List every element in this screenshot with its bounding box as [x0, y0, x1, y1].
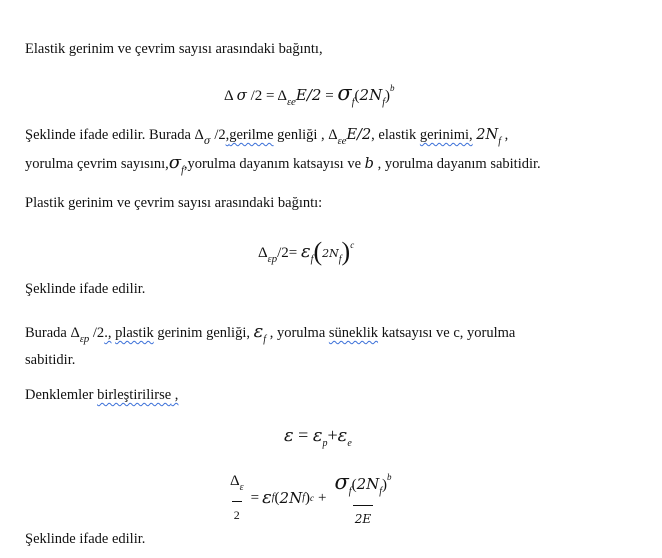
text-denklemler: Denklemler: [25, 387, 94, 403]
l3-comma-2: ,: [371, 127, 375, 143]
text-sabitidir: sabitidir.: [25, 352, 76, 368]
eq4-lhs-fraction: [228, 470, 246, 526]
eq2-close-paren: ): [341, 237, 351, 266]
eq1-equals-1: =: [266, 88, 275, 104]
eq2-sub-p: p: [271, 253, 278, 265]
equation-plastic: [258, 234, 354, 271]
l4-sigma: σ: [168, 152, 182, 173]
eq4-sub-f3: f: [348, 486, 352, 497]
equation-total-strain: [284, 424, 352, 455]
eq2-half: /2: [277, 245, 289, 261]
eq1-eps: ε: [287, 97, 292, 108]
eq1-close-paren: ): [385, 88, 390, 104]
l3-delta: Δ: [194, 127, 204, 143]
paragraph-elastic-definition: [25, 126, 508, 151]
paragraph-cycle-definition: [25, 154, 541, 180]
l3-delta-2: Δ: [328, 127, 338, 143]
eq1-2N: 2N: [359, 86, 383, 104]
text-burada: Burada: [25, 325, 67, 341]
eq2-sub-f2: f: [338, 254, 342, 265]
l8-delta: Δ: [70, 325, 80, 341]
equation-elastic: [224, 77, 395, 114]
eq4-close-paren: ): [304, 490, 310, 506]
eq1-sub-e: e: [291, 96, 296, 108]
l8-sub-f: f: [263, 334, 267, 345]
l3-E-half: E/2: [346, 127, 372, 143]
text-suneklik: süneklik: [328, 325, 379, 341]
eq3-eps-p: ε: [312, 425, 323, 446]
eq4-close-paren-2: ): [382, 477, 388, 493]
l4-comma: ,: [183, 156, 188, 172]
l3-comma-3: ,: [504, 127, 509, 143]
l3-comma: ,: [225, 127, 230, 143]
eq1-E-half: E/2: [295, 86, 322, 104]
eq2-delta: Δ: [258, 245, 268, 261]
eq3-sub-p: p: [322, 438, 328, 449]
eq3-eps: ε: [284, 425, 294, 446]
paragraph-combine: [25, 386, 178, 404]
l10-comma: ,: [171, 387, 179, 403]
text-plastic-intro: Plastik gerinim ve çevrim sayısı arasındaki bağıntı:: [25, 195, 323, 211]
eq1-sub-f2: f: [382, 97, 385, 108]
text-l4-a: yorulma çevrim sayısını,: [25, 156, 169, 172]
text-l3-a: Şeklinde ifade edilir. Burada: [25, 127, 191, 143]
l3-sub-f: f: [498, 136, 501, 147]
l3-2N: 2N: [476, 127, 499, 143]
eq4-plus: +: [317, 490, 327, 506]
text-l8-f: katsayısı ve c, yorulma: [381, 325, 516, 341]
eq4-equals: =: [250, 490, 260, 506]
eq3-sub-e: e: [347, 438, 352, 449]
eq1-delta: Δ: [224, 88, 233, 104]
text-l7: Şeklinde ifade edilir.: [25, 281, 146, 297]
paragraph-constant: [25, 351, 75, 369]
eq4-2N-2: 2N: [356, 475, 380, 493]
l3-half: /2: [214, 127, 226, 143]
eq4-sub-f2: f: [302, 492, 305, 503]
l3-sigma: σ: [203, 136, 211, 147]
paragraph-plastic-definition: [25, 323, 515, 349]
text-elastic-intro: Elastik gerinim ve çevrim sayısı arasındaki bağıntı,: [25, 41, 323, 57]
eq4-den-2: 2: [232, 501, 242, 526]
eq3-equals: =: [298, 425, 309, 445]
eq4-sigma-f: σ: [334, 470, 349, 494]
eq3-plus: +: [327, 425, 338, 445]
l8-eps: ε: [79, 334, 84, 345]
eq4-open-paren-2: (: [351, 477, 357, 493]
text-l13: Şeklinde ifade edilir.: [25, 531, 146, 547]
text-gerilme: gerilme: [229, 127, 274, 143]
eq1-delta-2: Δ: [277, 88, 288, 104]
eq4-sub-f4: f: [379, 486, 383, 497]
eq4-open-paren: (: [274, 490, 280, 506]
eq4-delta: Δ: [230, 473, 240, 489]
eq1-half: /2: [250, 88, 263, 104]
eq1-sigma-f: σ: [337, 81, 352, 105]
eq2-sub-f: f: [310, 254, 314, 265]
text-elastik: elastik: [378, 127, 417, 143]
eq1-sup-b: b: [390, 83, 395, 93]
equation-strain-life: [226, 466, 396, 530]
eq2-eps-f: ε: [301, 241, 311, 262]
eq4-rhs-fraction: [332, 466, 393, 530]
eq4-sup-b: b: [387, 472, 392, 482]
eq3-eps-e: ε: [337, 425, 348, 446]
text-l8-d: , yorulma: [269, 325, 326, 341]
text-l8-c: gerinim genliği,: [157, 325, 250, 341]
eq4-2N: 2N: [279, 489, 303, 507]
text-l3-c: genliği ,: [277, 127, 325, 143]
eq2-equals: =: [288, 245, 298, 261]
eq4-sup-c: c: [309, 493, 314, 503]
eq1-equals-2: =: [325, 88, 334, 104]
l4-sub-f: f: [181, 165, 184, 176]
paragraph-plastic-intro: [25, 194, 322, 212]
paragraph-expressed-2: [25, 530, 145, 548]
text-l4-b: yorulma dayanım katsayısı ve: [187, 156, 362, 172]
eq1-sub-f: f: [351, 97, 355, 108]
l3-eps: ε: [337, 136, 342, 147]
eq4-sub-f: f: [271, 492, 275, 503]
eq1-sigma: σ: [236, 86, 247, 104]
l8-comma: .,: [104, 325, 112, 341]
eq2-eps: ε: [267, 254, 272, 265]
text-gerinimi: gerinimi,: [419, 127, 473, 143]
text-plastik: plastik: [115, 325, 154, 341]
eq2-2N: 2N: [322, 247, 339, 260]
l8-sub-p: p: [83, 333, 90, 345]
text-l4-c: , yorulma dayanım sabitidir.: [377, 156, 541, 172]
l4-b: b: [364, 156, 374, 172]
eq1-open-paren: (: [354, 88, 360, 104]
l3-sub-e: e: [341, 135, 347, 147]
paragraph-expressed-1: [25, 280, 145, 298]
l8-half: /2: [92, 325, 105, 341]
eq4-eps-f: ε: [262, 487, 272, 508]
text-birlestirilirse: birleştirilirse: [97, 387, 172, 403]
eq2-sup-c: c: [350, 240, 355, 250]
eq2-open-paren: (: [313, 237, 323, 266]
paragraph-elastic-intro: [25, 40, 323, 58]
eq4-den-2E: 2E: [353, 505, 373, 530]
l8-eps-f: ε: [253, 321, 264, 342]
eq4-eps: ε: [239, 482, 244, 493]
